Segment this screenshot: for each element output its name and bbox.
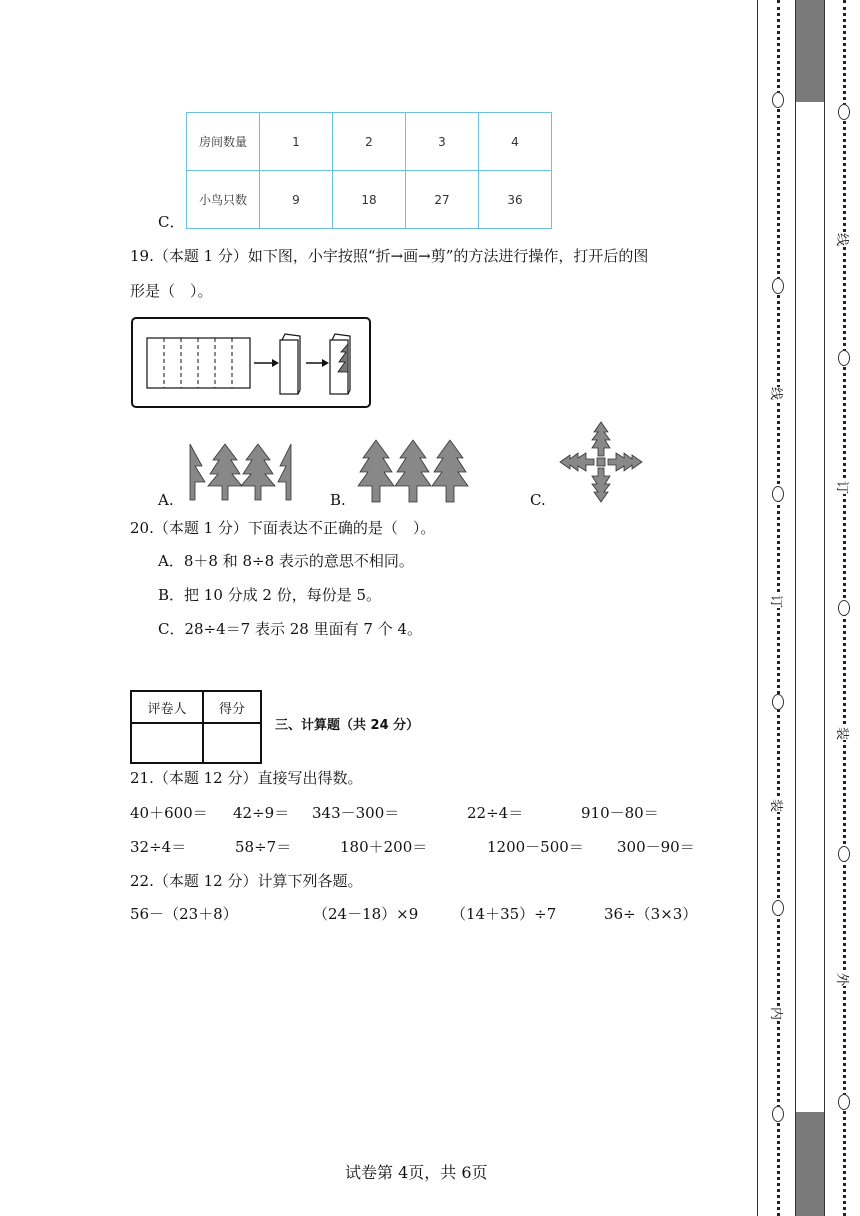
binding-hole — [772, 92, 784, 108]
binding-label-inner: 内 — [768, 1007, 787, 1020]
section3-title: 三、计算题（共 24 分） — [275, 718, 420, 733]
binding-label-outer: 装 — [834, 727, 853, 740]
binding-strip — [795, 0, 825, 1216]
table-cell: 9 — [260, 171, 333, 229]
binding-hole — [838, 846, 850, 862]
binding-label-outer: 订 — [834, 481, 853, 494]
q22-item: 36÷（3×3） — [604, 905, 698, 923]
q21-row1-item: 42÷9＝ — [233, 804, 290, 822]
q21-row2-item: 32÷4＝ — [130, 838, 187, 856]
q19-stem-line2: 形是（ ）。 — [130, 282, 213, 300]
option-b-trees-figure — [356, 436, 470, 504]
binding-hole — [838, 600, 850, 616]
binding-border-left — [757, 0, 758, 1216]
table-cell: 房间数量 — [187, 113, 260, 171]
q19-option-c-label: C. — [530, 491, 546, 509]
q18-option-c-label: C． — [158, 213, 185, 231]
q21-row2-item: 58÷7＝ — [235, 838, 292, 856]
q20-option-a: A．8＋8 和 8÷8 表示的意思不相同。 — [158, 552, 414, 570]
binding-hole — [838, 350, 850, 366]
q22-item: （14＋35）÷7 — [451, 905, 557, 923]
table-cell: 36 — [479, 171, 552, 229]
q21-row2-item: 300－90＝ — [617, 838, 695, 856]
q22-item: （24－18）×9 — [313, 905, 419, 923]
binding-hole — [838, 104, 850, 120]
grader-label: 评卷人 — [131, 691, 203, 723]
score-table — [130, 690, 262, 764]
binding-label-inner: 装 — [768, 799, 787, 812]
table-row — [187, 171, 552, 229]
binding-hole — [838, 1094, 850, 1110]
table-cell: 4 — [479, 113, 552, 171]
score-cell — [203, 723, 261, 763]
q20-option-b: B．把 10 分成 2 份，每份是 5。 — [158, 586, 382, 604]
binding-strip-bottom-block — [796, 1112, 824, 1216]
table-cell: 18 — [333, 171, 406, 229]
binding-label-outer: 线 — [834, 233, 853, 246]
table-cell: 小鸟只数 — [187, 171, 260, 229]
q19-option-b-label: B. — [330, 491, 346, 509]
table-cell: 27 — [406, 171, 479, 229]
q19-stem-line1: 19.（本题 1 分）如下图，小宇按照“折→画→剪”的方法进行操作，打开后的图 — [130, 247, 649, 265]
table-cell: 3 — [406, 113, 479, 171]
binding-hole — [772, 486, 784, 502]
binding-label-inner: 线 — [768, 387, 787, 400]
table-cell: 2 — [333, 113, 406, 171]
table-cell: 1 — [260, 113, 333, 171]
q21-stem: 21.（本题 12 分）直接写出得数。 — [130, 769, 363, 787]
q21-row1-item: 22÷4＝ — [467, 804, 524, 822]
q21-row2-item: 1200－500＝ — [487, 838, 584, 856]
q20-stem: 20.（本题 1 分）下面表达不正确的是（ ）。 — [130, 519, 436, 537]
q22-item: 56－（23＋8） — [130, 905, 238, 923]
page-footer: 试卷第 4页，共 6页 — [345, 1163, 488, 1182]
q18-room-bird-table — [186, 112, 552, 229]
q21-row2-item: 180＋200＝ — [340, 838, 428, 856]
q21-row1-item: 343－300＝ — [312, 804, 400, 822]
q20-option-c: C．28÷4＝7 表示 28 里面有 7 个 4。 — [158, 620, 423, 638]
binding-hole — [772, 694, 784, 710]
binding-hole — [772, 1106, 784, 1122]
q22-stem: 22.（本题 12 分）计算下列各题。 — [130, 872, 363, 890]
fold-cut-diagram — [130, 316, 372, 410]
score-label: 得分 — [203, 691, 261, 723]
binding-label-outer: 外 — [834, 973, 853, 986]
binding-hole — [772, 900, 784, 916]
binding-label-inner: 订 — [768, 595, 787, 608]
option-c-star-figure — [558, 420, 644, 504]
q21-row1-item: 910－80＝ — [581, 804, 659, 822]
grader-cell — [131, 723, 203, 763]
table-row — [187, 113, 552, 171]
binding-hole — [772, 278, 784, 294]
binding-strip-top-block — [796, 0, 824, 102]
q19-option-a-label: A. — [158, 491, 174, 509]
option-a-trees-figure — [182, 438, 298, 502]
q21-row1-item: 40＋600＝ — [130, 804, 208, 822]
